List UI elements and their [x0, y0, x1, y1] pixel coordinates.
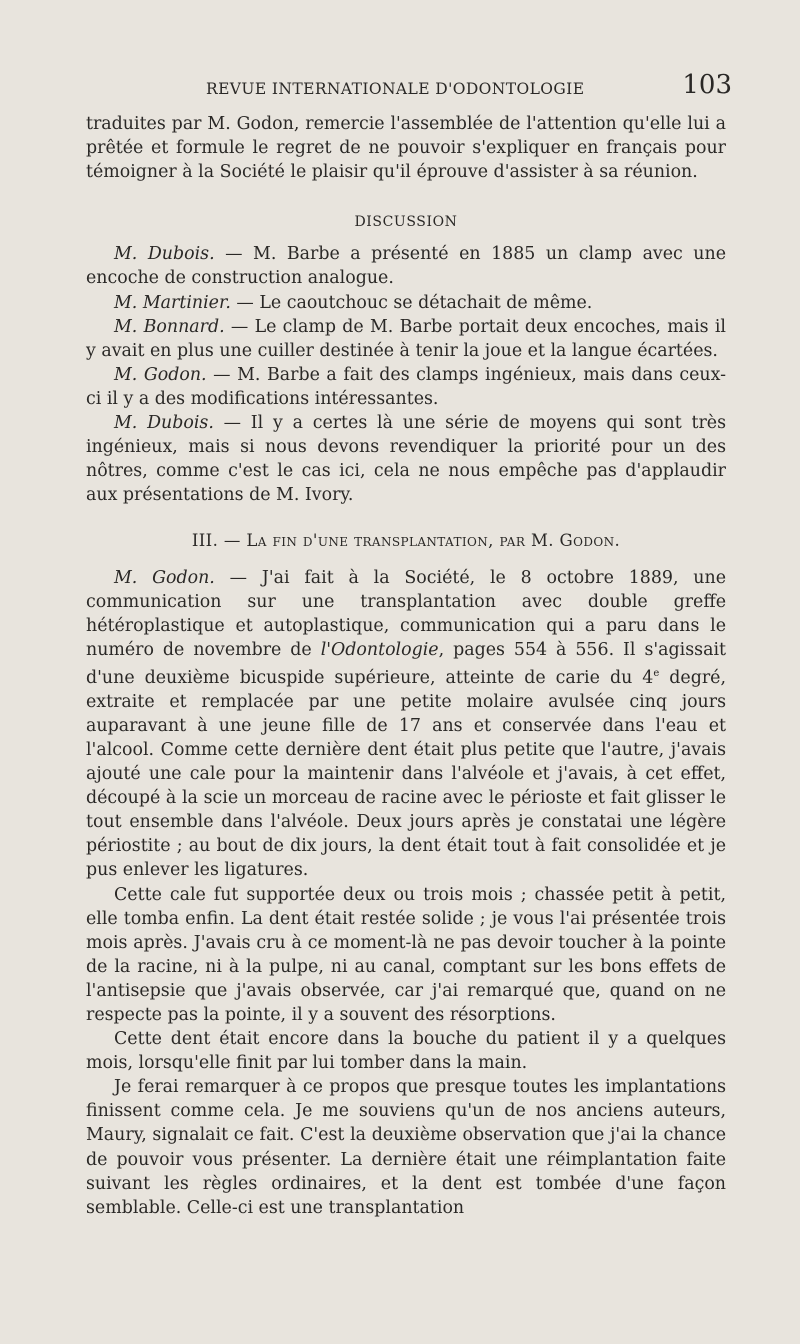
- section-heading-discussion: DISCUSSION: [354, 214, 458, 231]
- discussion-entry: [86, 291, 726, 315]
- discussion-text: — Le clamp de M. Barbe portait deux encoches, mais il y avait en plus une cuiller destinée à tenir la joue et la langue écartées.: [86, 316, 726, 361]
- page-body: [86, 112, 726, 1220]
- paragraph: traduites par M. Godon, remercie l'assemblée de l'attention qu'elle lui a prêtée et formule le regret de ne pouvoir s'expliquer en français pour témoigner à la Société le plaisir qu'il éprouve d'assister à sa réunion.: [86, 114, 726, 183]
- discussion-entry: [86, 315, 726, 363]
- discussion-text: — M. Barbe a présenté en 1885 un clamp avec une encoche de construction analogue.: [86, 244, 726, 289]
- speaker-name: M. Godon.: [114, 567, 215, 588]
- body-text: , pages 554 à 556. Il s'agissait d'une deuxième bicuspide supérieure, atteinte de carie du 4: [86, 639, 726, 688]
- body-paragraph: Cette cale fut supportée deux ou trois mois ; chassée petit à petit, elle tomba enfin. La dent était restée solide ; je vous l'ai présentée trois mois après. J'avais cru à ce moment-là ne pas devoir toucher à la pointe de la racine, ni à la pulpe, ni au canal, comptant sur les bons effets de l'antisepsie que j'avais observée, car j'ai remarqué que, quand on ne respecte pas la pointe, il y a souvent des résorptions.: [86, 884, 726, 1025]
- section-title: La fin d'une transplantation, par M. Godon.: [246, 531, 621, 551]
- body-text: degré, extraite et remplacée par une petite molaire avulsée cinq jours auparavant à une jeune fille de 17 ans et conservée dans l'eau et l'alcool. Comme cette dernière dent était plus petite que l'autre, j'avais ajouté une cale pour la maintenir dans l'alvéole et j'avais, à cet effet, découpé à la scie un morceau de racine avec le périoste et fait glisser le tout ensemble dans l'alvéole. Deux jours après je constatai une légère périostite ; au bout de dix jours, la dent était tout à fait consolidée et je pus enlever les ligatures.: [86, 667, 726, 881]
- discussion-entry: [86, 411, 726, 507]
- body-text: — J'ai fait à la Société, le 8 octobre 1889, une communication sur une transplantation avec double greffe hétéroplastique et autoplastique, communication qui a paru dans le numéro de novembre de: [86, 567, 727, 660]
- body-paragraph: Je ferai remarquer à ce propos que presque toutes les implantations finissent comme cela. Je me souviens qu'un de nos anciens auteurs, Maury, signalait ce fait. C'est la deuxième observation que j'ai la chance de pouvoir vous présenter. La dernière était une réimplantation faite suivant les règles ordinaires, et la dent est tombée d'une façon semblable. Celle-ci est une transplantation: [86, 1077, 726, 1218]
- page-number: 103: [682, 70, 732, 100]
- speaker-name: M. Martinier.: [114, 292, 231, 313]
- discussion-entry: [86, 363, 726, 411]
- body-paragraph: Cette dent était encore dans la bouche du patient il y a quelques mois, lorsqu'elle finit par lui tomber dans la main.: [86, 1029, 726, 1074]
- speaker-name: M. Bonnard.: [114, 316, 225, 337]
- journal-title: l'Odontologie: [320, 639, 439, 660]
- discussion-text: — Le caoutchouc se détachait de même.: [230, 292, 593, 313]
- running-header: [86, 68, 738, 108]
- section-numeral: III. —: [191, 531, 247, 551]
- speaker-name: M. Dubois.: [114, 413, 214, 434]
- speaker-name: M. Godon.: [114, 364, 207, 385]
- speaker-name: M. Dubois.: [114, 244, 215, 265]
- section-heading-three: [86, 529, 726, 553]
- discussion-entry: [86, 242, 726, 290]
- discussion-text: — Il y a certes là une série de moyens qui sont très ingénieux, mais si nous devons revendiquer la priorité pour un des nôtres, comme c'est le cas ici, cela ne nous empêche pas d'applaudir aux présentations de M. Ivory.: [86, 413, 727, 506]
- superscript: e: [653, 667, 660, 679]
- running-title: REVUE INTERNATIONALE D'ODONTOLOGIE: [206, 80, 585, 98]
- body-paragraph: [86, 566, 726, 883]
- discussion-text: — M. Barbe a fait des clamps ingénieux, mais dans ceux-ci il y a des modifications intéressantes.: [86, 364, 726, 409]
